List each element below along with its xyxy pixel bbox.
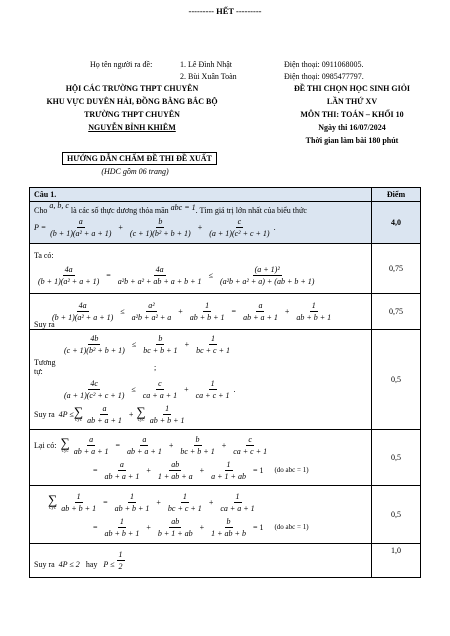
- problem-cell: Cho a, b, c là các số thực dương thỏa mãn abc = 1. Tìm giá trị lớn nhất của biểu thức P = $\frac{a}{\text{(b + 1)(a² + a + 1)}}$ + $\frac{b}{\text{(c + 1)(b² + b + 1)}}$ + $\frac{c}{\text{(a + 1)(c² + c + 1)}}$ .: [30, 202, 372, 244]
- question-header: Câu 1.: [30, 188, 372, 202]
- step-5: ∑ cyc $\frac{1}{ab + b + 1}$ = $\frac{1}{ab + b + 1}$ + $\frac{1}{bc + c + 1}$ + $\frac{1}{ca + a + 1}$ = $\frac{1}{ab + b + 1}$ + $\frac{ab}{b + 1 + ab}$ + $\frac{b}{1 + ab + b}$ = 1 (do abc = 1): [30, 486, 372, 544]
- problem-score: 4,0: [372, 202, 421, 244]
- grading-table: [29, 187, 421, 578]
- authors-label: Họ tên người ra đề:: [90, 60, 153, 69]
- author-name-2: 2. Bùi Xuân Toàn: [180, 72, 237, 81]
- author-phone-1: Điện thoại: 0911068005.: [284, 60, 364, 69]
- end-marker: --------- HẾT ---------: [188, 6, 262, 16]
- score-4: 0,5: [372, 430, 421, 486]
- guide-title: HƯỚNG DẪN CHẤM ĐỀ THI ĐỀ XUẤT: [62, 152, 217, 165]
- step-2: $\frac{4a}{\text{(b + 1)(a² + a + 1)}}$ ≤ $\frac{\text{a²}}{\text{a²b + a² + a}}$ + $\frac{1}{ab + b + 1}$ = $\frac{a}{ab + a + 1}$ + $\frac{1}{ab + b + 1}$ Suy ra: [30, 294, 372, 330]
- score-header: Điểm: [372, 188, 421, 202]
- left-title-4: NGUYỄN BỈNH KHIÊM: [88, 123, 176, 132]
- score-6: 1,0: [372, 544, 421, 578]
- score-5: 0,5: [372, 486, 421, 544]
- score-3: 0,5: [372, 330, 421, 430]
- step-3: $\frac{4b}{\text{(c + 1)(b² + b + 1)}}$ ≤ $\frac{b}{bc + b + 1}$ + $\frac{1}{bc + c + 1}$ Tương tự: ; $\frac{4c}{\text{(a + 1)(c² + c + 1)}}$ ≤ $\frac{c}{ca + a + 1}$ + $\frac{1}{ca + c + 1}$ . Suy ra 4P ≤ ∑ cyc $\frac{a}{ab + a + 1}$ + ∑ cyc $\frac{1}{ab + b + 1}$: [30, 330, 372, 430]
- left-title-2: KHU VỰC DUYÊN HẢI, ĐỒNG BẰNG BẮC BỘ: [46, 97, 218, 106]
- right-title-3: MÔN THI: TOÁN – KHỐI 10: [300, 110, 404, 119]
- right-title-5: Thời gian làm bài 180 phút: [305, 136, 399, 145]
- step-1: Ta có: $\frac{4a}{\text{(b + 1)(a² + a + 1)}}$ = $\frac{4a}{\text{a²b + a² + ab + a + b + 1}}$ ≤ $\frac{\text{(a + 1)²}}{\text{(a²b + a² + a) + (ab + b + 1)}}$: [30, 244, 372, 294]
- step-6: Suy ra 4P ≤ 2 hay P ≤ $\frac{1}{2}$: [30, 544, 372, 578]
- right-title-2: LẦN THỨ XV: [326, 97, 378, 106]
- guide-subtitle: (HDC gồm 06 trang): [101, 167, 169, 176]
- right-title-1: ĐỀ THI CHỌN HỌC SINH GIỎI: [293, 84, 411, 93]
- left-title-3: TRƯỜNG THPT CHUYÊN: [84, 110, 180, 119]
- right-title-4: Ngày thi 16/07/2024: [318, 123, 386, 132]
- left-title-1: HỘI CÁC TRƯỜNG THPT CHUYÊN: [65, 84, 199, 93]
- expression-p: P = $\frac{a}{\text{(b + 1)(a² + a + 1)}}$ + $\frac{b}{\text{(c + 1)(b² + b + 1)}}$ + $\frac{c}{\text{(a + 1)(c² + c + 1)}}$ .: [34, 216, 276, 238]
- score-2: 0,75: [372, 294, 421, 330]
- author-phone-2: Điện thoại: 0985477797.: [284, 72, 364, 81]
- score-1: 0,75: [372, 244, 421, 294]
- author-name-1: 1. Lê Đình Nhật: [180, 60, 232, 69]
- step-4: Lại có: ∑ cyc $\frac{a}{ab + a + 1}$ = $\frac{a}{ab + a + 1}$ + $\frac{b}{bc + b + 1}$ + $\frac{c}{ca + c + 1}$ = $\frac{a}{ab + a + 1}$ + $\frac{ab}{1 + ab + a}$ + $\frac{1}{a + 1 + ab}$ = 1 (do abc = 1): [30, 430, 372, 486]
